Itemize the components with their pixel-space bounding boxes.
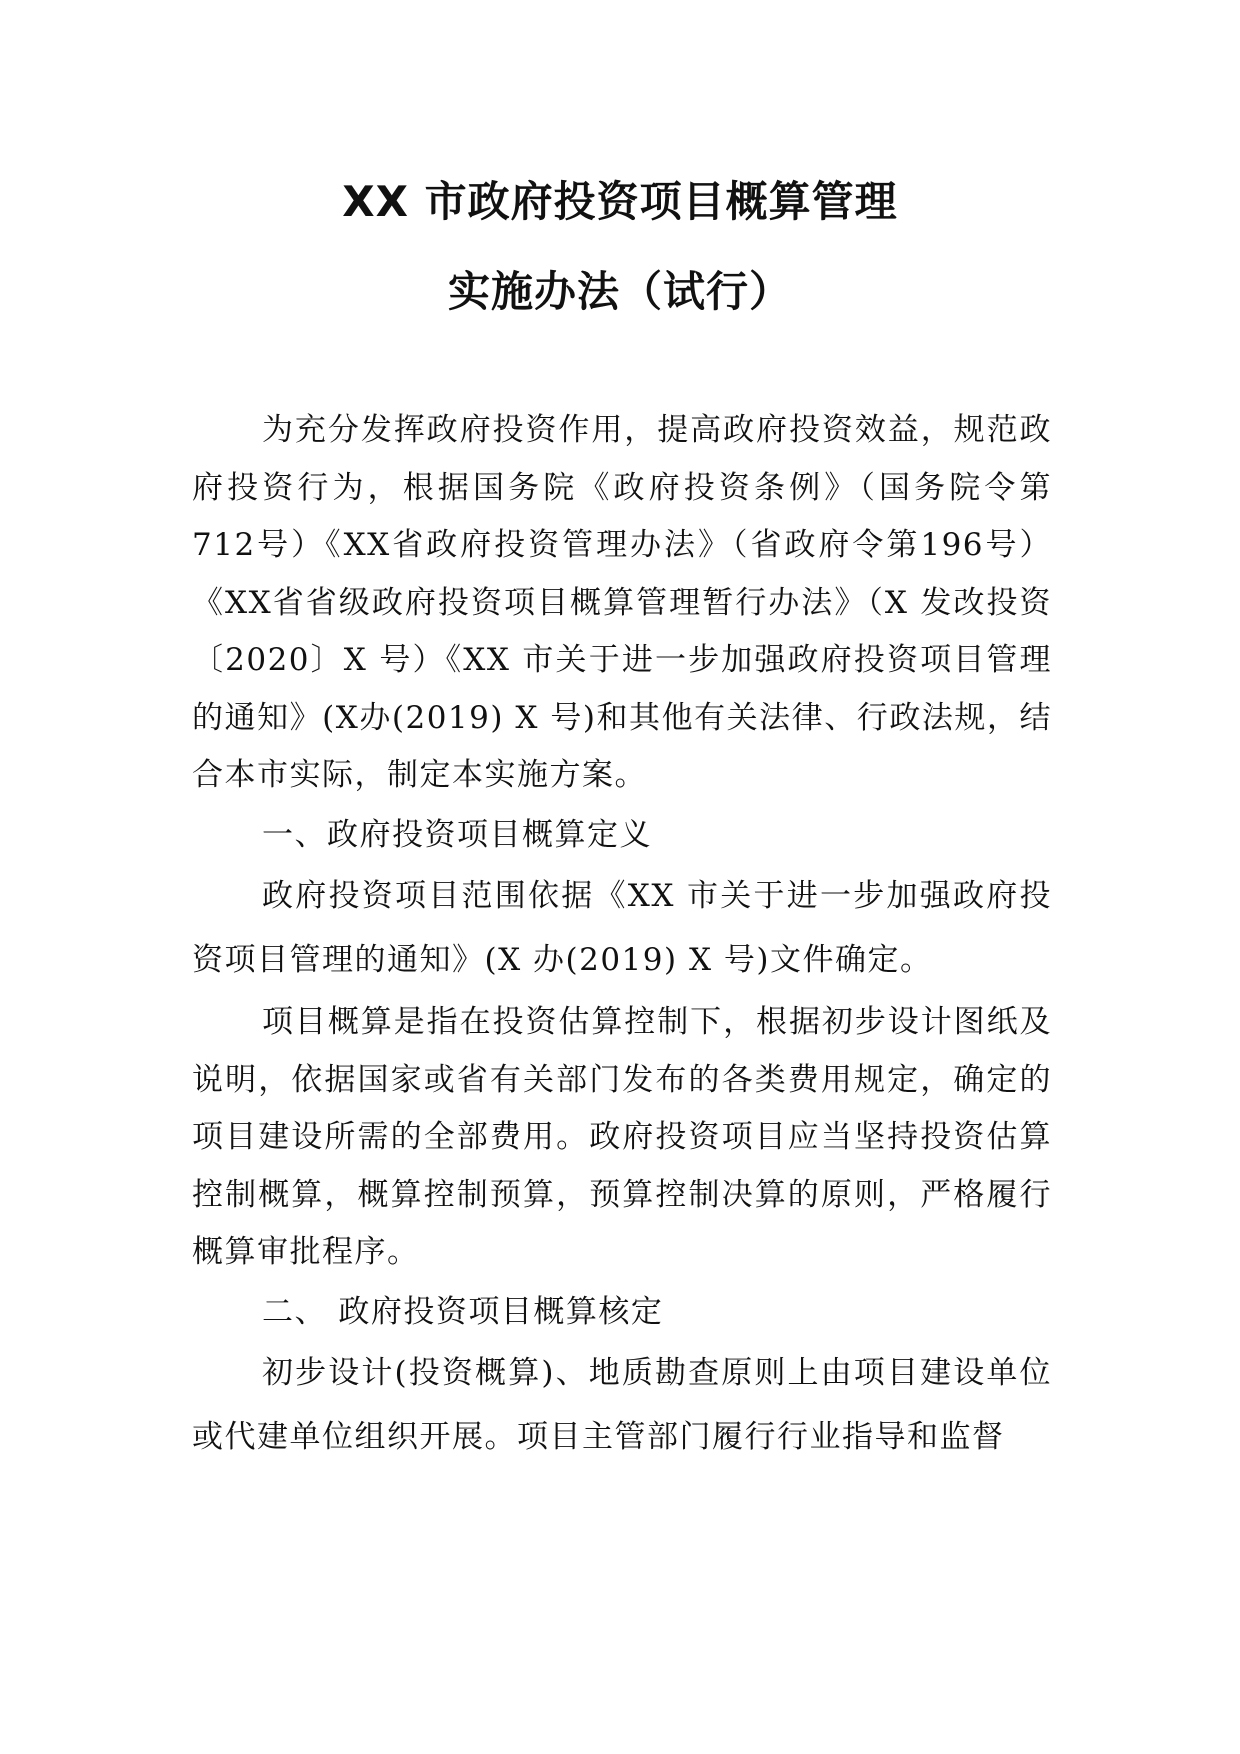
- section-heading-2: 二、 政府投资项目概算核定: [262, 1293, 664, 1330]
- document-body: [192, 402, 1052, 1469]
- paragraph-scope: 政府投资项目范围依据《XX 市关于进一步加强政府投资项目管理的通知》(X 办(2019) X 号)文件确定。: [192, 878, 1052, 978]
- paragraph-verification: 初步设计(投资概算)、地质勘查原则上由项目建设单位或代建单位组织开展。项目主管部门履行行业指导和监督: [192, 1355, 1052, 1455]
- section-heading-1: 一、政府投资项目概算定义: [262, 816, 652, 853]
- document-title-line-1: XX 市政府投资项目概算管理: [342, 177, 898, 226]
- paragraph-definition: 项目概算是指在投资估算控制下，根据初步设计图纸及说明，依据国家或省有关部门发布的各类费用规定，确定的项目建设所需的全部费用。政府投资项目应当坚持投资估算控制概算，概算控制预算，预算控制决算的原则，严格履行概算审批程序。: [192, 1004, 1052, 1270]
- paragraph-preamble: 为充分发挥政府投资作用，提高政府投资效益，规范政府投资行为，根据国务院《政府投资条例》（国务院令第712号）《XX省政府投资管理办法》（省政府令第196号）《XX省省级政府投资项目概算管理暂行办法》（X 发改投资〔2020〕X 号）《XX 市关于进一步加强政府投资项目管理的通知》(X办(2019) X 号)和其他有关法律、行政法规，结合本市实际，制定本实施方案。: [192, 412, 1052, 793]
- document-title-line-2: 实施办法（试行）: [447, 267, 792, 316]
